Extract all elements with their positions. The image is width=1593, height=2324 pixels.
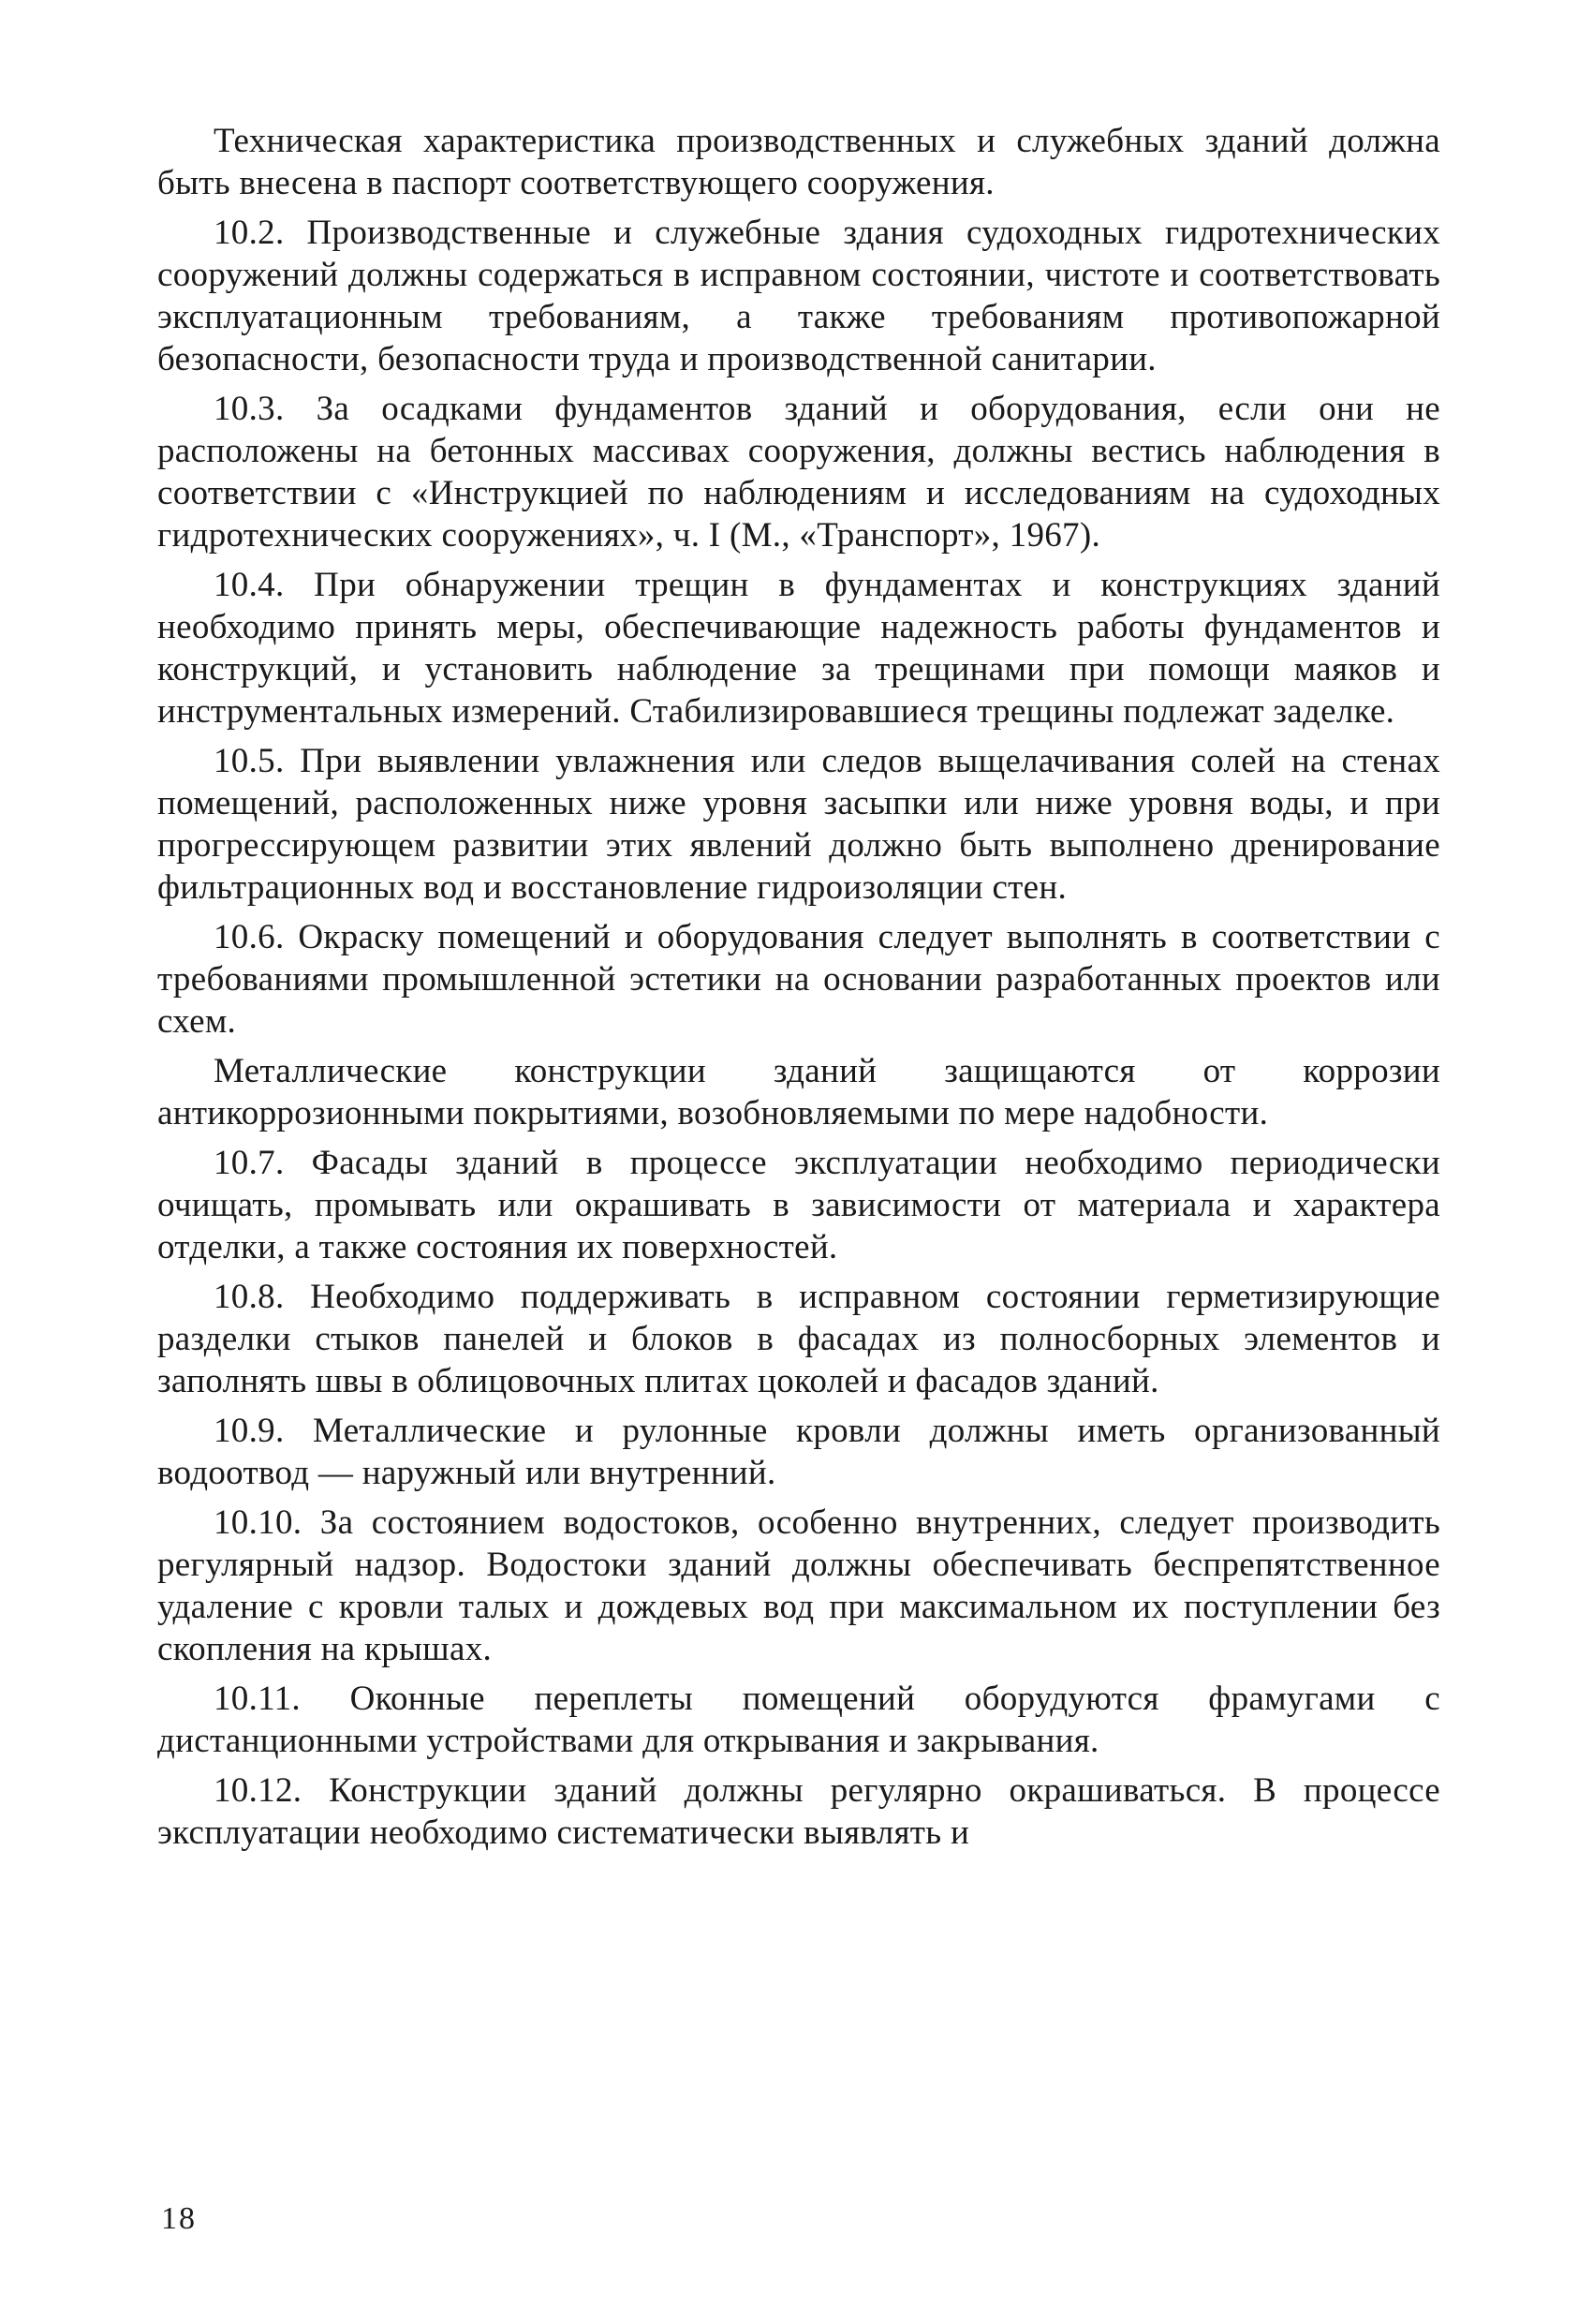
paragraph-intro: Техническая характеристика производственных и служебных зданий должна быть внесена в паспорт соответствующего сооружения. xyxy=(157,122,1440,202)
paragraph-10-9: 10.9. Металлические и рулонные кровли должны иметь организованный водоотвод — наружный или внутренний. xyxy=(157,1412,1440,1492)
paragraph-10-10: 10.10. За состоянием водостоков, особенно внутренних, следует производить регулярный надзор. Водостоки зданий должны обеспечивать беспрепятственное удаление с кровли талых и дождевых вод при максимальном их поступлении без скопления на крышах. xyxy=(157,1503,1440,1668)
paragraph-10-2: 10.2. Производственные и служебные здания судоходных гидротехнических сооружений должны содержаться в исправном состоянии, чистоте и соответствовать эксплуатационным требованиям, а также требованиям противопожарной безопасности, безопасности труда и производственной санитарии. xyxy=(157,214,1440,378)
paragraph-metal-structures: Металлические конструкции зданий защищаются от коррозии антикоррозионными покрытиями, возобновляемыми по мере надобности. xyxy=(157,1052,1440,1132)
paragraph-10-7: 10.7. Фасады зданий в процессе эксплуатации необходимо периодически очищать, промывать или окрашивать в зависимости от материала и характера отделки, а также состояния их поверхностей. xyxy=(157,1144,1440,1266)
paragraph-10-12: 10.12. Конструкции зданий должны регулярно окрашиваться. В процессе эксплуатации необходимо систематически выявлять и xyxy=(157,1771,1440,1852)
paragraph-10-4: 10.4. При обнаружении трещин в фундаментах и конструкциях зданий необходимо принять меры, обеспечивающие надежность работы фундаментов и конструкций, и установить наблюдение за трещинами при помощи маяков и инструментальных измерений. Стабилизировавшиеся трещины подлежат заделке. xyxy=(157,566,1440,731)
paragraph-10-11: 10.11. Оконные переплеты помещений оборудуются фрамугами с дистанционными устройствами для открывания и закрывания. xyxy=(157,1680,1440,1760)
paragraph-10-3: 10.3. За осадками фундаментов зданий и оборудования, если они не расположены на бетонных массивах сооружения, должны вестись наблюдения в соответствии с «Инструкцией по наблюдениям и исследованиям на судоходных гидротехнических сооружениях», ч. I (М., «Транспорт», 1967). xyxy=(157,390,1440,555)
page-number: 18 xyxy=(161,2201,197,2236)
body-text xyxy=(157,120,1440,1861)
paragraph-10-5: 10.5. При выявлении увлажнения или следов выщелачивания солей на стенах помещений, расположенных ниже уровня засыпки или ниже уровня воды, и при прогрессирующем развитии этих явлений должно быть выполнено дренирование фильтрационных вод и восстановление гидроизоляции стен. xyxy=(157,742,1440,907)
paragraph-10-8: 10.8. Необходимо поддерживать в исправном состоянии герметизирующие разделки стыков панелей и блоков в фасадах из полносборных элементов и заполнять швы в облицовочных плитах цоколей и фасадов зданий. xyxy=(157,1278,1440,1400)
paragraph-10-6: 10.6. Окраску помещений и оборудования следует выполнять в соответствии с требованиями промышленной эстетики на основании разработанных проектов или схем. xyxy=(157,918,1440,1041)
